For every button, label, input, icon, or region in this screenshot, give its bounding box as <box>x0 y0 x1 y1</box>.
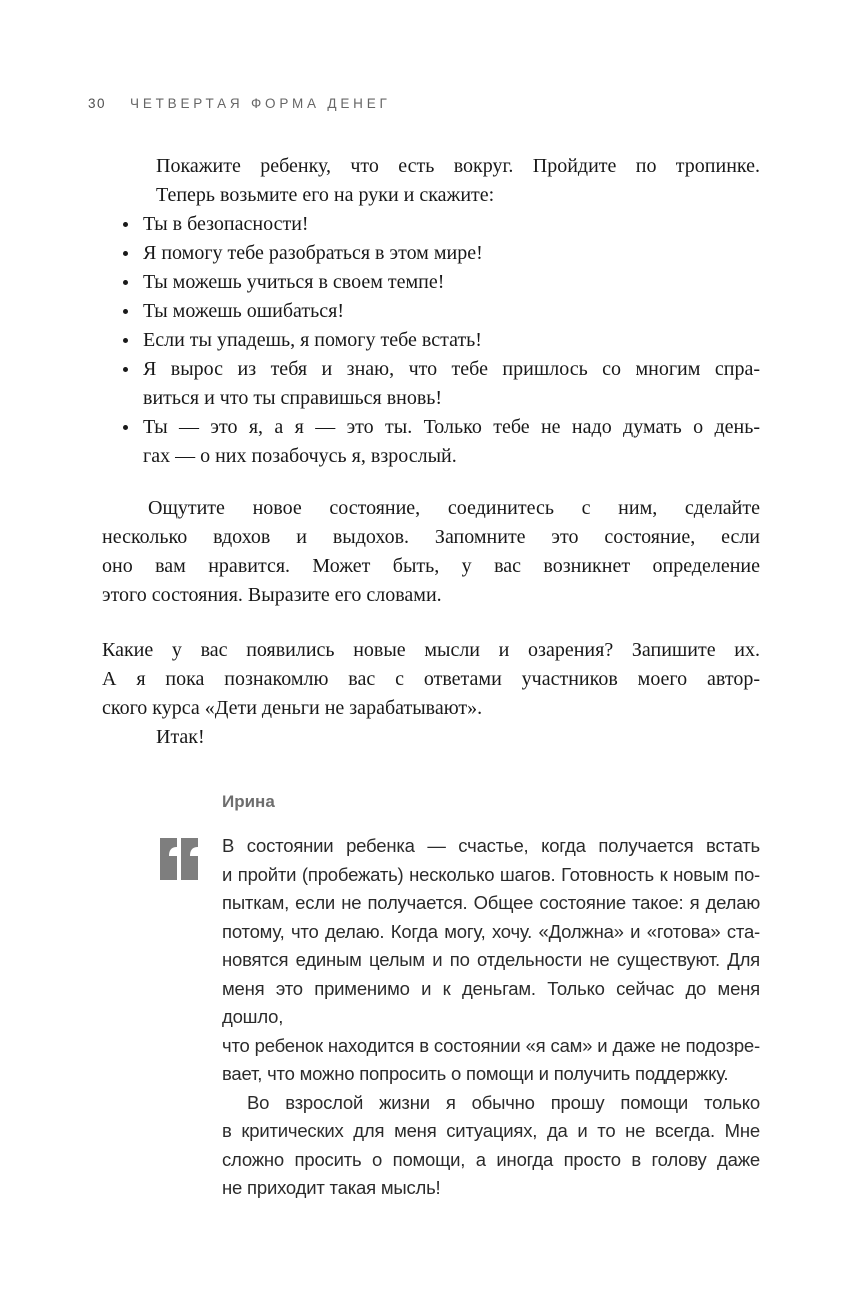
text-line: виться и что ты справишься вновь! <box>143 387 443 409</box>
quote-text <box>222 832 760 1203</box>
running-head <box>88 96 760 112</box>
text-line: в критических для меня ситуациях, да и то не всегда. Мне <box>222 1120 760 1141</box>
list-item <box>143 297 760 326</box>
list-item <box>143 413 760 471</box>
text-line: ского курса «Дети деньги не зарабатывают». <box>102 697 483 719</box>
quote-paragraph-2 <box>222 1089 760 1203</box>
text-line: новятся единым целым и по отдельности не существуют. Для <box>222 949 760 970</box>
text-line: вает, что можно попросить о помощи и получить поддержку. <box>222 1063 729 1084</box>
text-line: гах — о них позабочусь я, взрослый. <box>143 445 457 467</box>
paragraph-itak: Итак! <box>156 726 205 748</box>
text-line: Ты можешь ошибаться! <box>143 300 345 322</box>
text-line: и пройти (пробежать) несколько шагов. Готовность к новым по- <box>222 863 760 885</box>
quote-paragraph-1 <box>222 832 760 1089</box>
text-line: В состоянии ребенка — счастье, когда получается встать <box>222 835 760 856</box>
text-line: Ты можешь учиться в своем темпе! <box>143 271 445 293</box>
text-line: оно вам нравится. Может быть, у вас возникнет определение <box>102 555 760 577</box>
intro-paragraph <box>156 152 760 210</box>
text-line: пыткам, если не получается. Общее состояние такое: я делаю <box>222 892 760 913</box>
quote-block <box>160 832 760 1203</box>
affirmations-list <box>102 210 760 471</box>
text-line: Если ты упадешь, я помогу тебе встать! <box>143 329 482 351</box>
text-line: Ты — это я, а я — это ты. Только тебе не надо думать о день- <box>143 416 760 438</box>
paragraph-new-thoughts <box>102 636 760 723</box>
text-line: несколько вдохов и выдохов. Запомните это состояние, если <box>102 526 760 548</box>
reader-quote-section <box>160 792 760 1203</box>
list-item <box>143 326 760 355</box>
paragraph-feel-state <box>102 494 760 610</box>
list-item <box>143 355 760 413</box>
text-line: не приходит такая мысль! <box>222 1177 441 1198</box>
text-line: потому, что делаю. Когда могу, хочу. «Должна» и «готова» ста- <box>222 920 760 942</box>
text-line: Ты в безопасности! <box>143 213 309 235</box>
page-body <box>102 152 760 1203</box>
text-line: Теперь возьмите его на руки и скажите: <box>156 184 495 206</box>
text-line: А я пока познакомлю вас с ответами участников моего автор- <box>102 668 760 690</box>
text-line: Какие у вас появились новые мысли и озарения? Запишите их. <box>102 639 760 661</box>
text-line: сложно просить о помощи, а иногда просто в голову даже <box>222 1148 760 1170</box>
list-item <box>143 268 760 297</box>
text-line: Я помогу тебе разобраться в этом мире! <box>143 242 483 264</box>
list-item <box>143 239 760 268</box>
list-item <box>143 210 760 239</box>
text-line: Покажите ребенку, что есть вокруг. Пройдите по тропинке. <box>156 155 760 177</box>
text-line: этого состояния. Выразите его словами. <box>102 584 442 606</box>
text-line: меня это применимо и к деньгам. Только сейчас до меня дошло, <box>222 977 760 1027</box>
quotation-marks-icon <box>160 838 198 882</box>
page-number: 30 <box>88 96 107 111</box>
running-title: ЧЕТВЕРТАЯ ФОРМА ДЕНЕГ <box>130 96 391 111</box>
text-line: что ребенок находится в состоянии «я сам» и даже не подозре- <box>222 1034 760 1056</box>
quote-author-name: Ирина <box>222 792 275 811</box>
text-line: Ощутите новое состояние, соединитесь с ним, сделайте <box>148 497 760 519</box>
text-line: Во взрослой жизни я обычно прошу помощи только <box>247 1091 760 1113</box>
text-line: Я вырос из тебя и знаю, что тебе пришлось со многим спра- <box>143 358 760 380</box>
